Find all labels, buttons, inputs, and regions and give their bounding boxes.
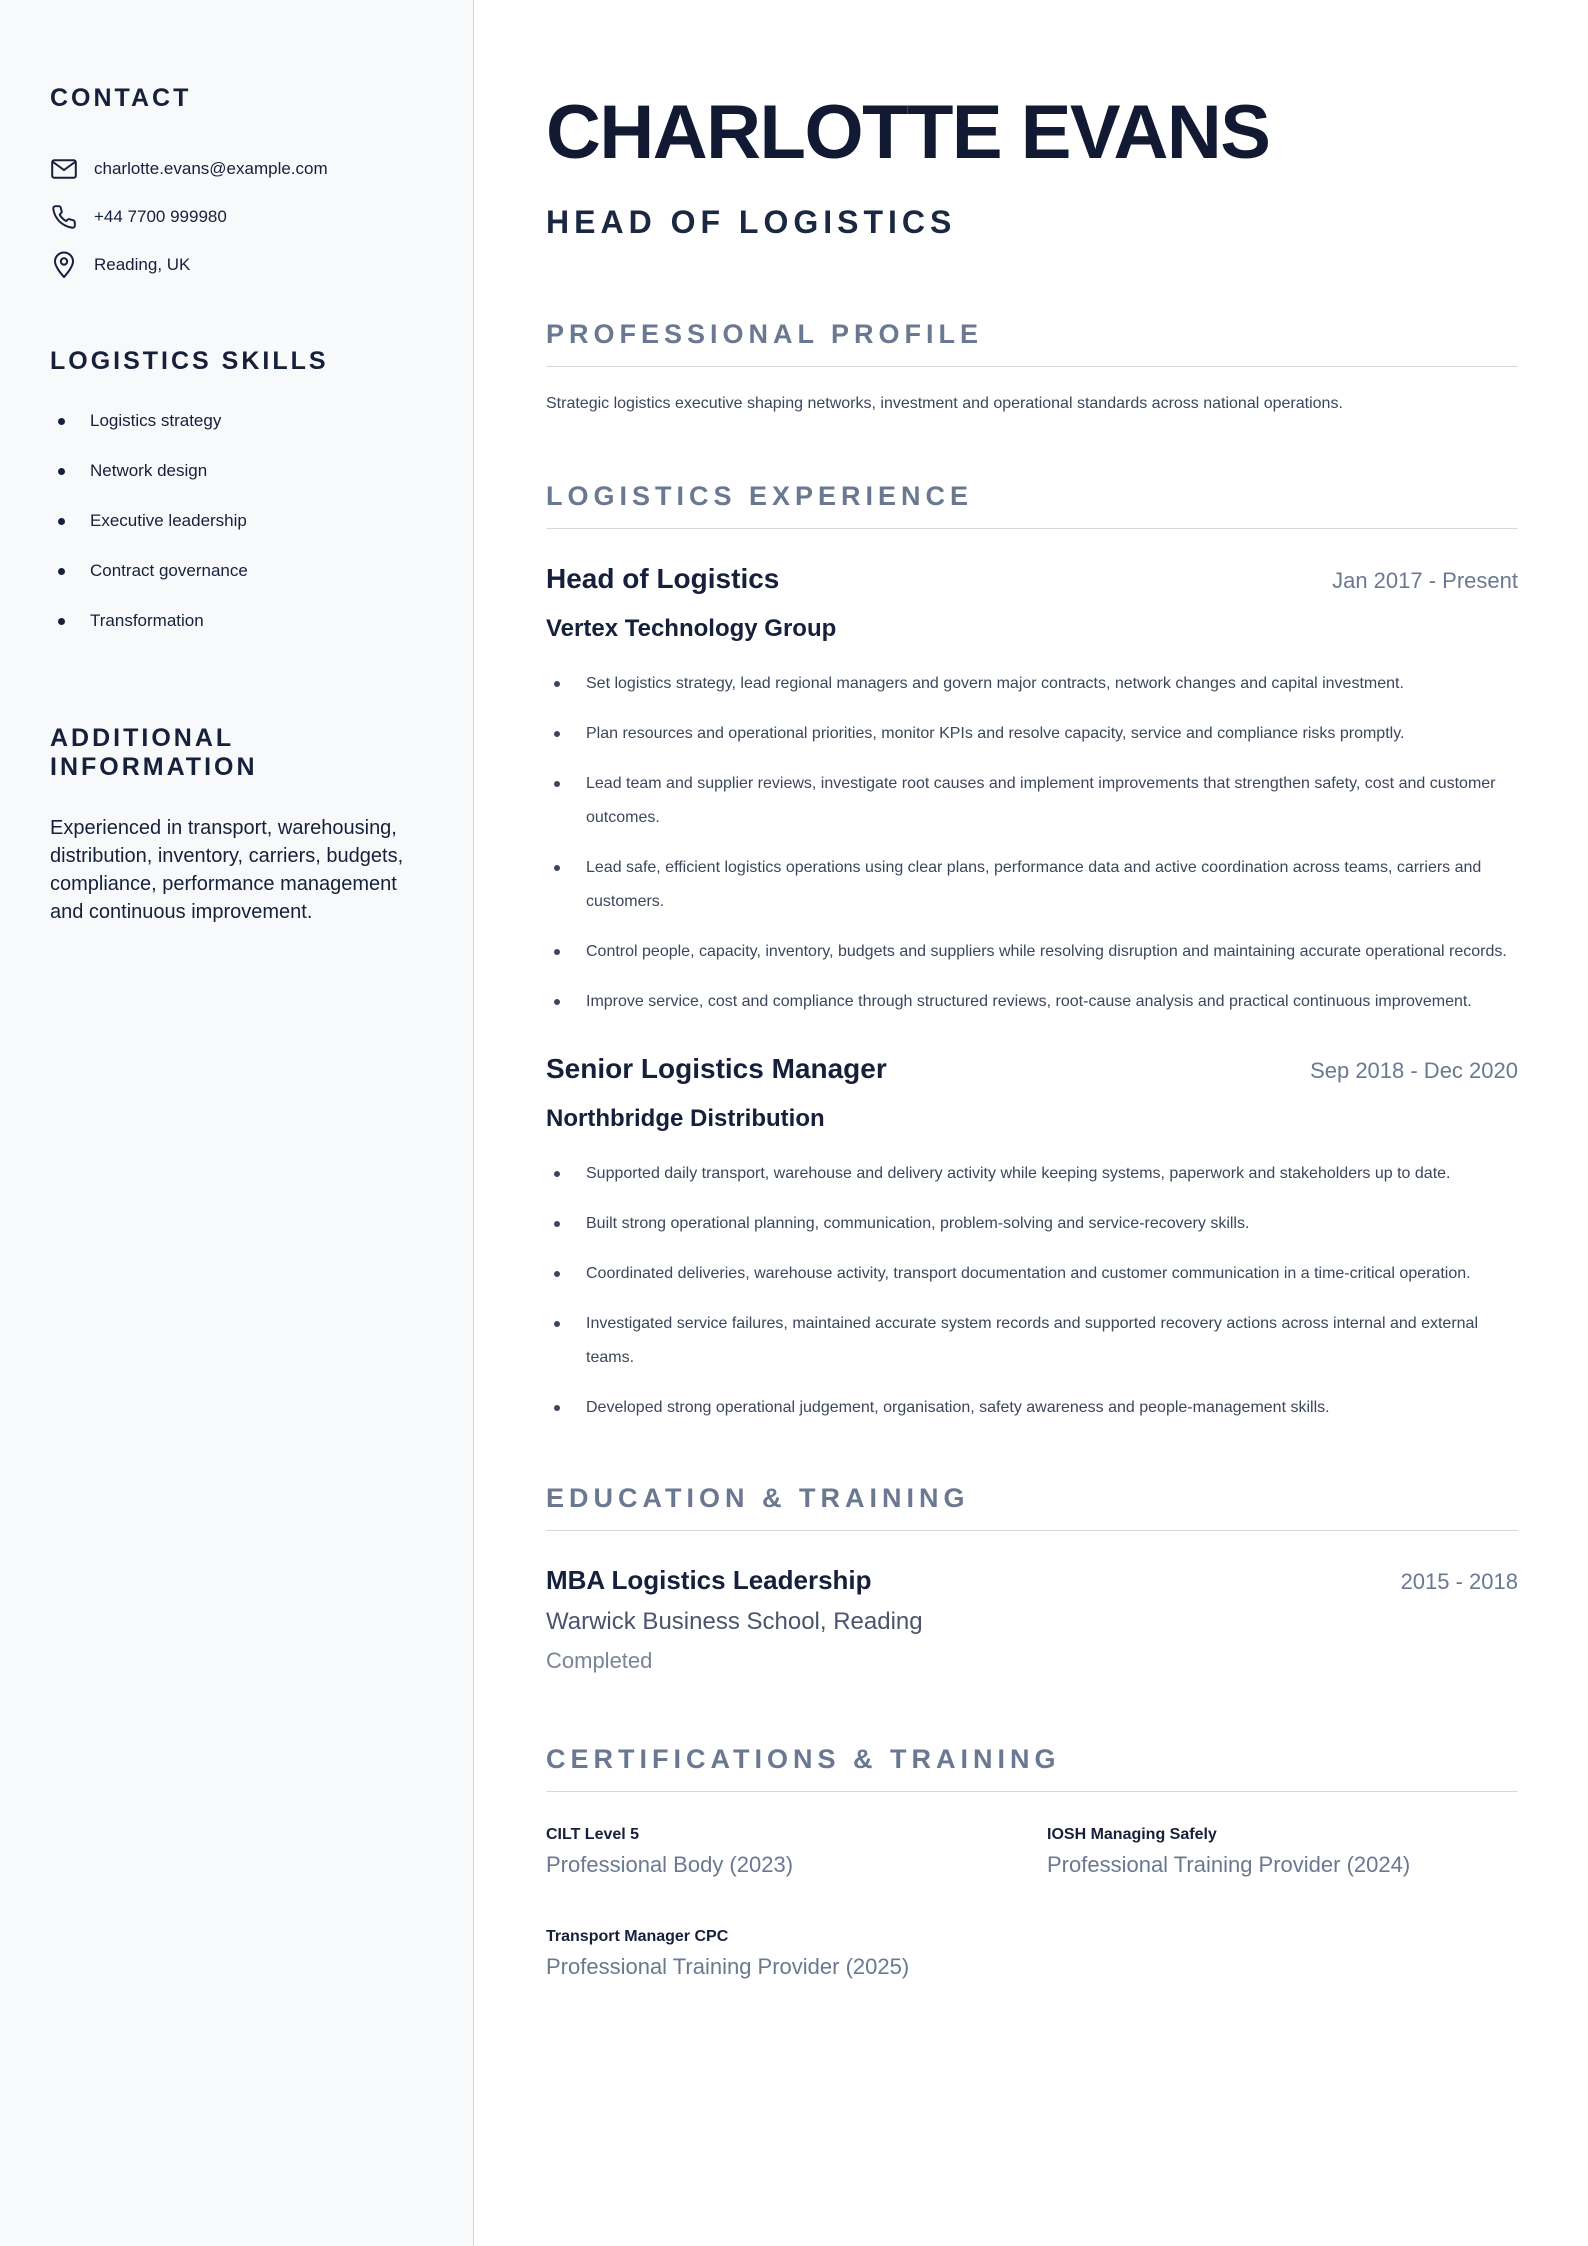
skill-item: Network design <box>50 460 423 510</box>
candidate-name: CHARLOTTE EVANS <box>546 90 1270 175</box>
contact-phone[interactable] <box>50 193 423 241</box>
certification-issuer: Professional Training Provider (2025) <box>546 1954 910 1979</box>
contact-location-text: Reading, UK <box>94 255 191 274</box>
job-bullet: Developed strong operational judgement, organisation, safety awareness and people-management skills. <box>546 1391 1518 1425</box>
additional-info-text: Experienced in transport, warehousing, distribution, inventory, carriers, budgets, compliance, performance management and continuous improvement. <box>50 817 404 923</box>
job-bullet: Plan resources and operational priorities, monitor KPIs and resolve capacity, service and compliance risks promptly. <box>546 717 1518 751</box>
job-entry <box>546 1053 1518 1425</box>
job-bullet: Built strong operational planning, communication, problem-solving and service-recovery skills. <box>546 1207 1518 1241</box>
job-bullet: Set logistics strategy, lead regional managers and govern major contracts, network changes and capital investment. <box>546 667 1518 701</box>
certification-issuer: Professional Body (2023) <box>546 1852 794 1877</box>
certification-name: CILT Level 5 <box>546 1826 640 1843</box>
job-dates: Jan 2017 - Present <box>1332 568 1518 593</box>
experience-heading: LOGISTICS EXPERIENCE <box>546 481 1518 529</box>
sidebar <box>0 0 474 2246</box>
skill-item: Contract governance <box>50 560 423 610</box>
job-dates: Sep 2018 - Dec 2020 <box>1310 1058 1518 1083</box>
certification-name: IOSH Managing Safely <box>1047 1826 1217 1843</box>
skills-heading: LOGISTICS SKILLS <box>50 347 329 375</box>
job-bullets <box>546 667 1518 1019</box>
phone-icon <box>50 203 78 231</box>
education-degree: MBA Logistics Leadership <box>546 1565 872 1595</box>
education-school: Warwick Business School, Reading <box>546 1608 923 1635</box>
contact-section <box>50 84 423 289</box>
certification-item <box>546 1928 1017 1980</box>
job-bullet: Control people, capacity, inventory, budgets and suppliers while resolving disruption and maintaining accurate operational records. <box>546 935 1518 969</box>
skill-item: Logistics strategy <box>50 410 423 460</box>
job-bullet: Supported daily transport, warehouse and delivery activity while keeping systems, paperwork and stakeholders up to date. <box>546 1157 1518 1191</box>
job-entry <box>546 563 1518 1019</box>
job-company: Vertex Technology Group <box>546 615 837 642</box>
contact-email[interactable] <box>50 145 423 193</box>
job-header <box>546 563 1518 595</box>
job-title: Head of Logistics <box>546 563 780 594</box>
candidate-role: HEAD OF LOGISTICS <box>546 204 957 240</box>
certification-issuer: Professional Training Provider (2024) <box>1047 1852 1411 1877</box>
education-header <box>546 1565 1518 1596</box>
additional-info-heading: ADDITIONAL INFORMATION <box>50 724 258 781</box>
skill-item: Executive leadership <box>50 510 423 560</box>
education-dates: 2015 - 2018 <box>1400 1569 1518 1594</box>
job-header <box>546 1053 1518 1085</box>
profile-text: Strategic logistics executive shaping networks, investment and operational standards across national operations. <box>546 395 1343 412</box>
education-section <box>546 1483 1518 1674</box>
job-bullet: Investigated service failures, maintained accurate system records and supported recovery actions across internal and external teams. <box>546 1307 1518 1375</box>
job-bullet: Improve service, cost and compliance through structured reviews, root-cause analysis and practical continuous improvement. <box>546 985 1518 1019</box>
contact-phone-text: +44 7700 999980 <box>94 207 227 226</box>
job-bullet: Lead team and supplier reviews, investigate root causes and implement improvements that strengthen safety, cost and customer outcomes. <box>546 767 1518 835</box>
contact-list <box>50 145 423 289</box>
experience-section <box>546 481 1518 1425</box>
education-entry <box>546 1565 1518 1674</box>
contact-location <box>50 241 423 289</box>
job-title: Senior Logistics Manager <box>546 1053 887 1084</box>
additional-info-section <box>50 724 423 926</box>
job-company: Northbridge Distribution <box>546 1105 825 1132</box>
location-pin-icon <box>50 251 78 279</box>
mail-icon <box>50 155 78 183</box>
certification-item <box>546 1826 1017 1878</box>
certifications-heading: CERTIFICATIONS & TRAINING <box>546 1744 1518 1792</box>
profile-section <box>546 319 1518 415</box>
contact-email-text: charlotte.evans@example.com <box>94 159 328 178</box>
education-heading: EDUCATION & TRAINING <box>546 1483 1518 1531</box>
certifications-grid <box>546 1826 1518 1980</box>
skills-section <box>50 347 423 660</box>
job-bullet: Lead safe, efficient logistics operations using clear plans, performance data and active coordination across teams, carriers and customers. <box>546 851 1518 919</box>
certification-item <box>1047 1826 1518 1878</box>
job-bullets <box>546 1157 1518 1425</box>
main-content <box>474 0 1588 2246</box>
profile-heading: PROFESSIONAL PROFILE <box>546 319 1518 367</box>
certification-name: Transport Manager CPC <box>546 1928 729 1945</box>
skills-list <box>50 410 423 660</box>
skill-item: Transformation <box>50 610 423 660</box>
education-status: Completed <box>546 1648 653 1673</box>
job-bullet: Coordinated deliveries, warehouse activity, transport documentation and customer communication in a time-critical operation. <box>546 1257 1518 1291</box>
certifications-section <box>546 1744 1518 1980</box>
contact-heading: CONTACT <box>50 84 192 112</box>
